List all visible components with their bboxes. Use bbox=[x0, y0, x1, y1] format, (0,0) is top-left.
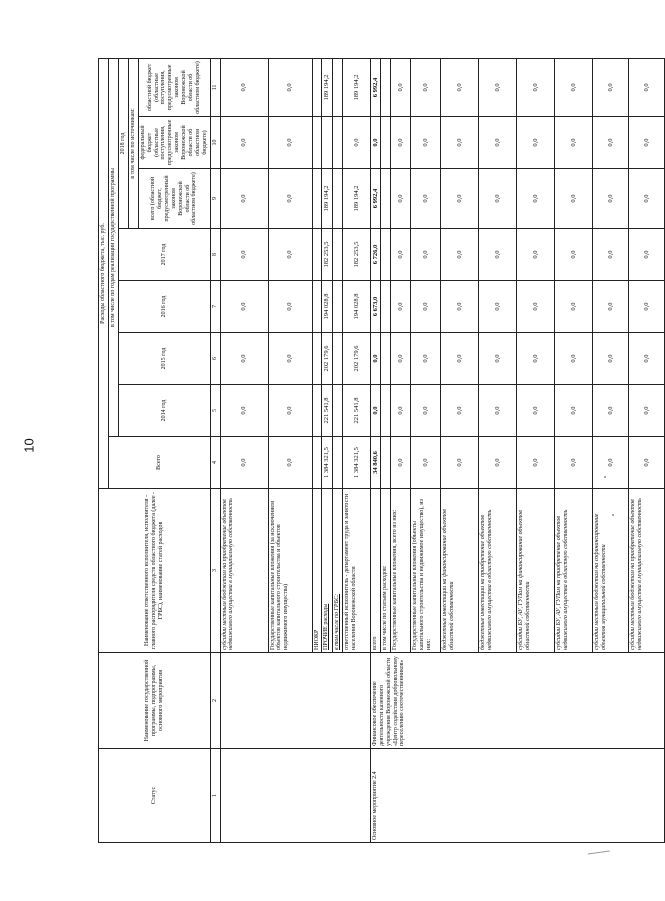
value-cell: 0,0 bbox=[370, 385, 380, 437]
col-number: 8 bbox=[210, 229, 220, 281]
value-cell: 0,0 bbox=[593, 437, 629, 489]
value-cell: 0,0 bbox=[517, 169, 555, 229]
expense-item-label: ПРОЧИЕ расходы bbox=[322, 489, 332, 653]
value-cell: 194 028,8 bbox=[342, 281, 370, 333]
scan-speck bbox=[612, 514, 614, 516]
value-cell: 34 840,6 bbox=[370, 437, 380, 489]
value-cell bbox=[312, 333, 322, 385]
value-cell bbox=[322, 117, 332, 169]
header-source-total: всего (областной бюджет, предусмотренный законом Воронежской области об областном бюджете) bbox=[138, 169, 210, 229]
status-cell-empty bbox=[220, 749, 370, 843]
value-cell: 0,0 bbox=[391, 437, 411, 489]
value-cell: 0,0 bbox=[517, 117, 555, 169]
value-cell: 0,0 bbox=[441, 169, 479, 229]
budget-table bbox=[98, 58, 665, 843]
value-cell: 0,0 bbox=[391, 58, 411, 116]
value-cell bbox=[332, 169, 342, 229]
col-number: 9 bbox=[210, 169, 220, 229]
expense-item-label: субсидии местным бюджетам на софинансирование объектов муниципальной собственности bbox=[593, 489, 629, 653]
value-cell: 0,0 bbox=[441, 229, 479, 281]
value-cell: 0,0 bbox=[629, 333, 665, 385]
value-cell: 0,0 bbox=[629, 169, 665, 229]
value-cell: 0,0 bbox=[391, 385, 411, 437]
expense-item-label: субсидии БУ, АУ, ГУПам на приобретение объектов недвижимого имущества в областную собственность bbox=[555, 489, 593, 653]
value-cell bbox=[381, 333, 391, 385]
value-cell: 202 179,6 bbox=[342, 333, 370, 385]
value-cell: 0,0 bbox=[479, 281, 517, 333]
value-cell: 0,0 bbox=[411, 229, 441, 281]
expense-item-label: бюджетные инвестиции на финансирование объектов областной собственности bbox=[441, 489, 479, 653]
header-2018-group bbox=[119, 58, 139, 228]
value-cell: 0,0 bbox=[391, 117, 411, 169]
value-cell: 0,0 bbox=[268, 281, 312, 333]
value-cell bbox=[381, 58, 391, 116]
table-row bbox=[220, 58, 268, 842]
value-cell bbox=[332, 117, 342, 169]
value-cell: 189 194,2 bbox=[322, 58, 332, 116]
value-cell: 0,0 bbox=[411, 169, 441, 229]
value-cell: 189 194,2 bbox=[322, 169, 332, 229]
value-cell: 0,0 bbox=[479, 437, 517, 489]
value-cell: 0,0 bbox=[268, 58, 312, 116]
value-cell: 0,0 bbox=[593, 333, 629, 385]
value-cell: 0,0 bbox=[268, 385, 312, 437]
value-cell: 0,0 bbox=[629, 117, 665, 169]
value-cell bbox=[381, 385, 391, 437]
value-cell: 0,0 bbox=[268, 169, 312, 229]
scan-speck bbox=[604, 476, 606, 478]
expense-item-label: субсидии местным бюджетам на приобретение объектов недвижимого имущества в муниципальную собственность bbox=[220, 489, 268, 653]
value-cell: 0,0 bbox=[555, 169, 593, 229]
header-2017: 2017 год bbox=[119, 229, 211, 281]
value-cell: 0,0 bbox=[629, 385, 665, 437]
expense-item-label: бюджетные инвестиции на приобретение объектов недвижимого имущества в областную собственность bbox=[479, 489, 517, 653]
value-cell: 0,0 bbox=[593, 58, 629, 116]
value-cell: 0,0 bbox=[629, 281, 665, 333]
value-cell: 0,0 bbox=[479, 169, 517, 229]
value-cell: 0,0 bbox=[629, 437, 665, 489]
header-2016: 2016 год bbox=[119, 281, 211, 333]
value-cell: 0,0 bbox=[555, 58, 593, 116]
value-cell: 0,0 bbox=[441, 385, 479, 437]
header-sources: в том числе по источникам: bbox=[129, 108, 136, 179]
col-number: 6 bbox=[210, 333, 220, 385]
value-cell: 0,0 bbox=[629, 229, 665, 281]
value-cell: 0,0 bbox=[479, 117, 517, 169]
value-cell: 6 726,0 bbox=[370, 229, 380, 281]
value-cell: 189 194,2 bbox=[342, 58, 370, 116]
value-cell: 0,0 bbox=[555, 333, 593, 385]
value-cell: 0,0 bbox=[479, 385, 517, 437]
activity-name: Финансовое обеспечение деятельности казенного учреждения Воронежской области «Центр содействия добровольному переселению соотечественников» bbox=[370, 653, 664, 749]
value-cell: 0,0 bbox=[593, 281, 629, 333]
value-cell: 0,0 bbox=[593, 169, 629, 229]
header-expenses-title: Расходы областного бюджета, тыс. руб. bbox=[99, 58, 109, 488]
header-source-regional: областной бюджет (областные поступления, предусмотренные законом Воронежской области об областном бюджете) bbox=[138, 58, 210, 116]
header-2014: 2014 год bbox=[119, 385, 211, 437]
expense-item-label: в том числе по статьям расходов: bbox=[381, 489, 391, 653]
value-cell: 6 673,0 bbox=[370, 281, 380, 333]
value-cell: 0,0 bbox=[220, 333, 268, 385]
value-cell bbox=[381, 281, 391, 333]
value-cell bbox=[332, 385, 342, 437]
value-cell: 0,0 bbox=[593, 117, 629, 169]
table-body bbox=[220, 58, 665, 842]
header-by-years: в том числе по годам реализации государственной программы bbox=[109, 58, 119, 436]
value-cell: 0,0 bbox=[220, 169, 268, 229]
value-cell: 182 253,5 bbox=[342, 229, 370, 281]
expense-item-label: всего bbox=[370, 489, 380, 653]
value-cell: 6 992,4 bbox=[370, 58, 380, 116]
value-cell bbox=[312, 229, 322, 281]
value-cell: 0,0 bbox=[555, 437, 593, 489]
value-cell: 0,0 bbox=[411, 281, 441, 333]
value-cell bbox=[332, 58, 342, 116]
value-cell bbox=[312, 169, 322, 229]
value-cell: 0,0 bbox=[268, 117, 312, 169]
table-row bbox=[370, 58, 380, 842]
expense-item-label: в том числе по ГРБС: bbox=[332, 489, 342, 653]
value-cell: 0,0 bbox=[268, 333, 312, 385]
col-number: 10 bbox=[210, 117, 220, 169]
expense-item-label: субсидии БУ, АУ, ГУПам на финансирование объектов областной собственности bbox=[517, 489, 555, 653]
value-cell: 0,0 bbox=[220, 58, 268, 116]
value-cell bbox=[312, 385, 322, 437]
value-cell: 1 384 321,5 bbox=[342, 437, 370, 489]
header-program-name: Наименование государственной программы, подпрограммы, основного мероприятия bbox=[99, 653, 211, 749]
value-cell: 0,0 bbox=[391, 229, 411, 281]
value-cell: 0,0 bbox=[411, 333, 441, 385]
budget-table-page bbox=[98, 59, 650, 843]
header-executor: Наименование ответственного исполнителя, исполнителя - главного распорядителя средств областного бюджета (далее - ГРБС), наименование статей расходов bbox=[99, 489, 211, 653]
value-cell: 0,0 bbox=[517, 437, 555, 489]
value-cell: 194 028,8 bbox=[322, 281, 332, 333]
header-source-federal: федеральный бюджет (областные поступления, предусмотренные законом Воронежской области об областном бюджете) bbox=[138, 117, 210, 169]
value-cell: 0,0 bbox=[479, 333, 517, 385]
value-cell: 0,0 bbox=[517, 229, 555, 281]
col-number: 2 bbox=[210, 653, 220, 749]
value-cell: 0,0 bbox=[479, 58, 517, 116]
expense-item-label: субсидии местным бюджетам на приобретение объектов недвижимого имущества в муниципальную собственность bbox=[629, 489, 665, 653]
value-cell: 0,0 bbox=[220, 229, 268, 281]
value-cell: 0,0 bbox=[517, 333, 555, 385]
value-cell: 0,0 bbox=[370, 333, 380, 385]
value-cell: 0,0 bbox=[593, 385, 629, 437]
value-cell: 0,0 bbox=[342, 117, 370, 169]
value-cell: 0,0 bbox=[555, 385, 593, 437]
value-cell: 1 384 321,5 bbox=[322, 437, 332, 489]
header-2018: 2018 год bbox=[119, 59, 129, 228]
value-cell: 0,0 bbox=[441, 117, 479, 169]
value-cell bbox=[381, 117, 391, 169]
value-cell: 0,0 bbox=[555, 281, 593, 333]
value-cell bbox=[312, 117, 322, 169]
value-cell: 0,0 bbox=[479, 229, 517, 281]
expense-item-label: Государственные капитальные вложения, всего из них: bbox=[391, 489, 411, 653]
value-cell bbox=[312, 281, 322, 333]
value-cell: 0,0 bbox=[391, 333, 411, 385]
value-cell: 189 194,2 bbox=[342, 169, 370, 229]
expense-item-label: Государственные капитальные вложения (за исключением объектов капитального строительства и объектов недвижимого имущества) bbox=[268, 489, 312, 653]
value-cell: 6 992,4 bbox=[370, 169, 380, 229]
value-cell: 0,0 bbox=[391, 281, 411, 333]
value-cell bbox=[312, 58, 322, 116]
value-cell bbox=[312, 437, 322, 489]
value-cell: 0,0 bbox=[441, 437, 479, 489]
value-cell: 202 179,6 bbox=[322, 333, 332, 385]
value-cell: 0,0 bbox=[441, 281, 479, 333]
value-cell: 182 253,5 bbox=[322, 229, 332, 281]
col-number: 11 bbox=[210, 58, 220, 116]
expense-item-label: ответственный исполнитель - департамент труда и занятости населения Воронежской области bbox=[342, 489, 370, 653]
value-cell bbox=[381, 169, 391, 229]
value-cell: 0,0 bbox=[220, 437, 268, 489]
expense-item-label: НИОКР bbox=[312, 489, 322, 653]
header-status: Статус bbox=[99, 749, 211, 843]
value-cell bbox=[332, 333, 342, 385]
expense-item-label: Государственные капитальные вложения (объекты капитального строительства и недвижимое имущество), из них: bbox=[411, 489, 441, 653]
value-cell: 0,0 bbox=[411, 117, 441, 169]
value-cell bbox=[381, 229, 391, 281]
col-number: 7 bbox=[210, 281, 220, 333]
value-cell: 0,0 bbox=[555, 117, 593, 169]
page-number: 10 bbox=[21, 438, 37, 453]
header-2015: 2015 год bbox=[119, 333, 211, 385]
value-cell: 221 541,8 bbox=[342, 385, 370, 437]
value-cell: 0,0 bbox=[411, 58, 441, 116]
col-number: 5 bbox=[210, 385, 220, 437]
value-cell: 0,0 bbox=[268, 437, 312, 489]
value-cell: 0,0 bbox=[370, 117, 380, 169]
value-cell: 0,0 bbox=[441, 333, 479, 385]
pen-mark bbox=[588, 850, 610, 858]
value-cell: 0,0 bbox=[593, 229, 629, 281]
value-cell: 0,0 bbox=[220, 281, 268, 333]
value-cell: 0,0 bbox=[220, 385, 268, 437]
header-total: Всего bbox=[109, 437, 211, 489]
activity-status: Основное мероприятие 2.4 bbox=[370, 749, 664, 843]
value-cell bbox=[332, 281, 342, 333]
value-cell: 0,0 bbox=[441, 58, 479, 116]
value-cell: 0,0 bbox=[517, 281, 555, 333]
value-cell: 0,0 bbox=[555, 229, 593, 281]
col-number: 3 bbox=[210, 489, 220, 653]
value-cell: 0,0 bbox=[629, 58, 665, 116]
value-cell bbox=[332, 229, 342, 281]
value-cell: 0,0 bbox=[220, 117, 268, 169]
name-cell-empty bbox=[220, 653, 370, 749]
value-cell: 0,0 bbox=[411, 385, 441, 437]
value-cell bbox=[332, 437, 342, 489]
col-number: 1 bbox=[210, 749, 220, 843]
value-cell: 0,0 bbox=[268, 229, 312, 281]
value-cell: 0,0 bbox=[411, 437, 441, 489]
value-cell: 0,0 bbox=[391, 169, 411, 229]
value-cell: 221 541,8 bbox=[322, 385, 332, 437]
col-number: 4 bbox=[210, 437, 220, 489]
value-cell: 0,0 bbox=[517, 385, 555, 437]
value-cell bbox=[381, 437, 391, 489]
value-cell: 0,0 bbox=[517, 58, 555, 116]
